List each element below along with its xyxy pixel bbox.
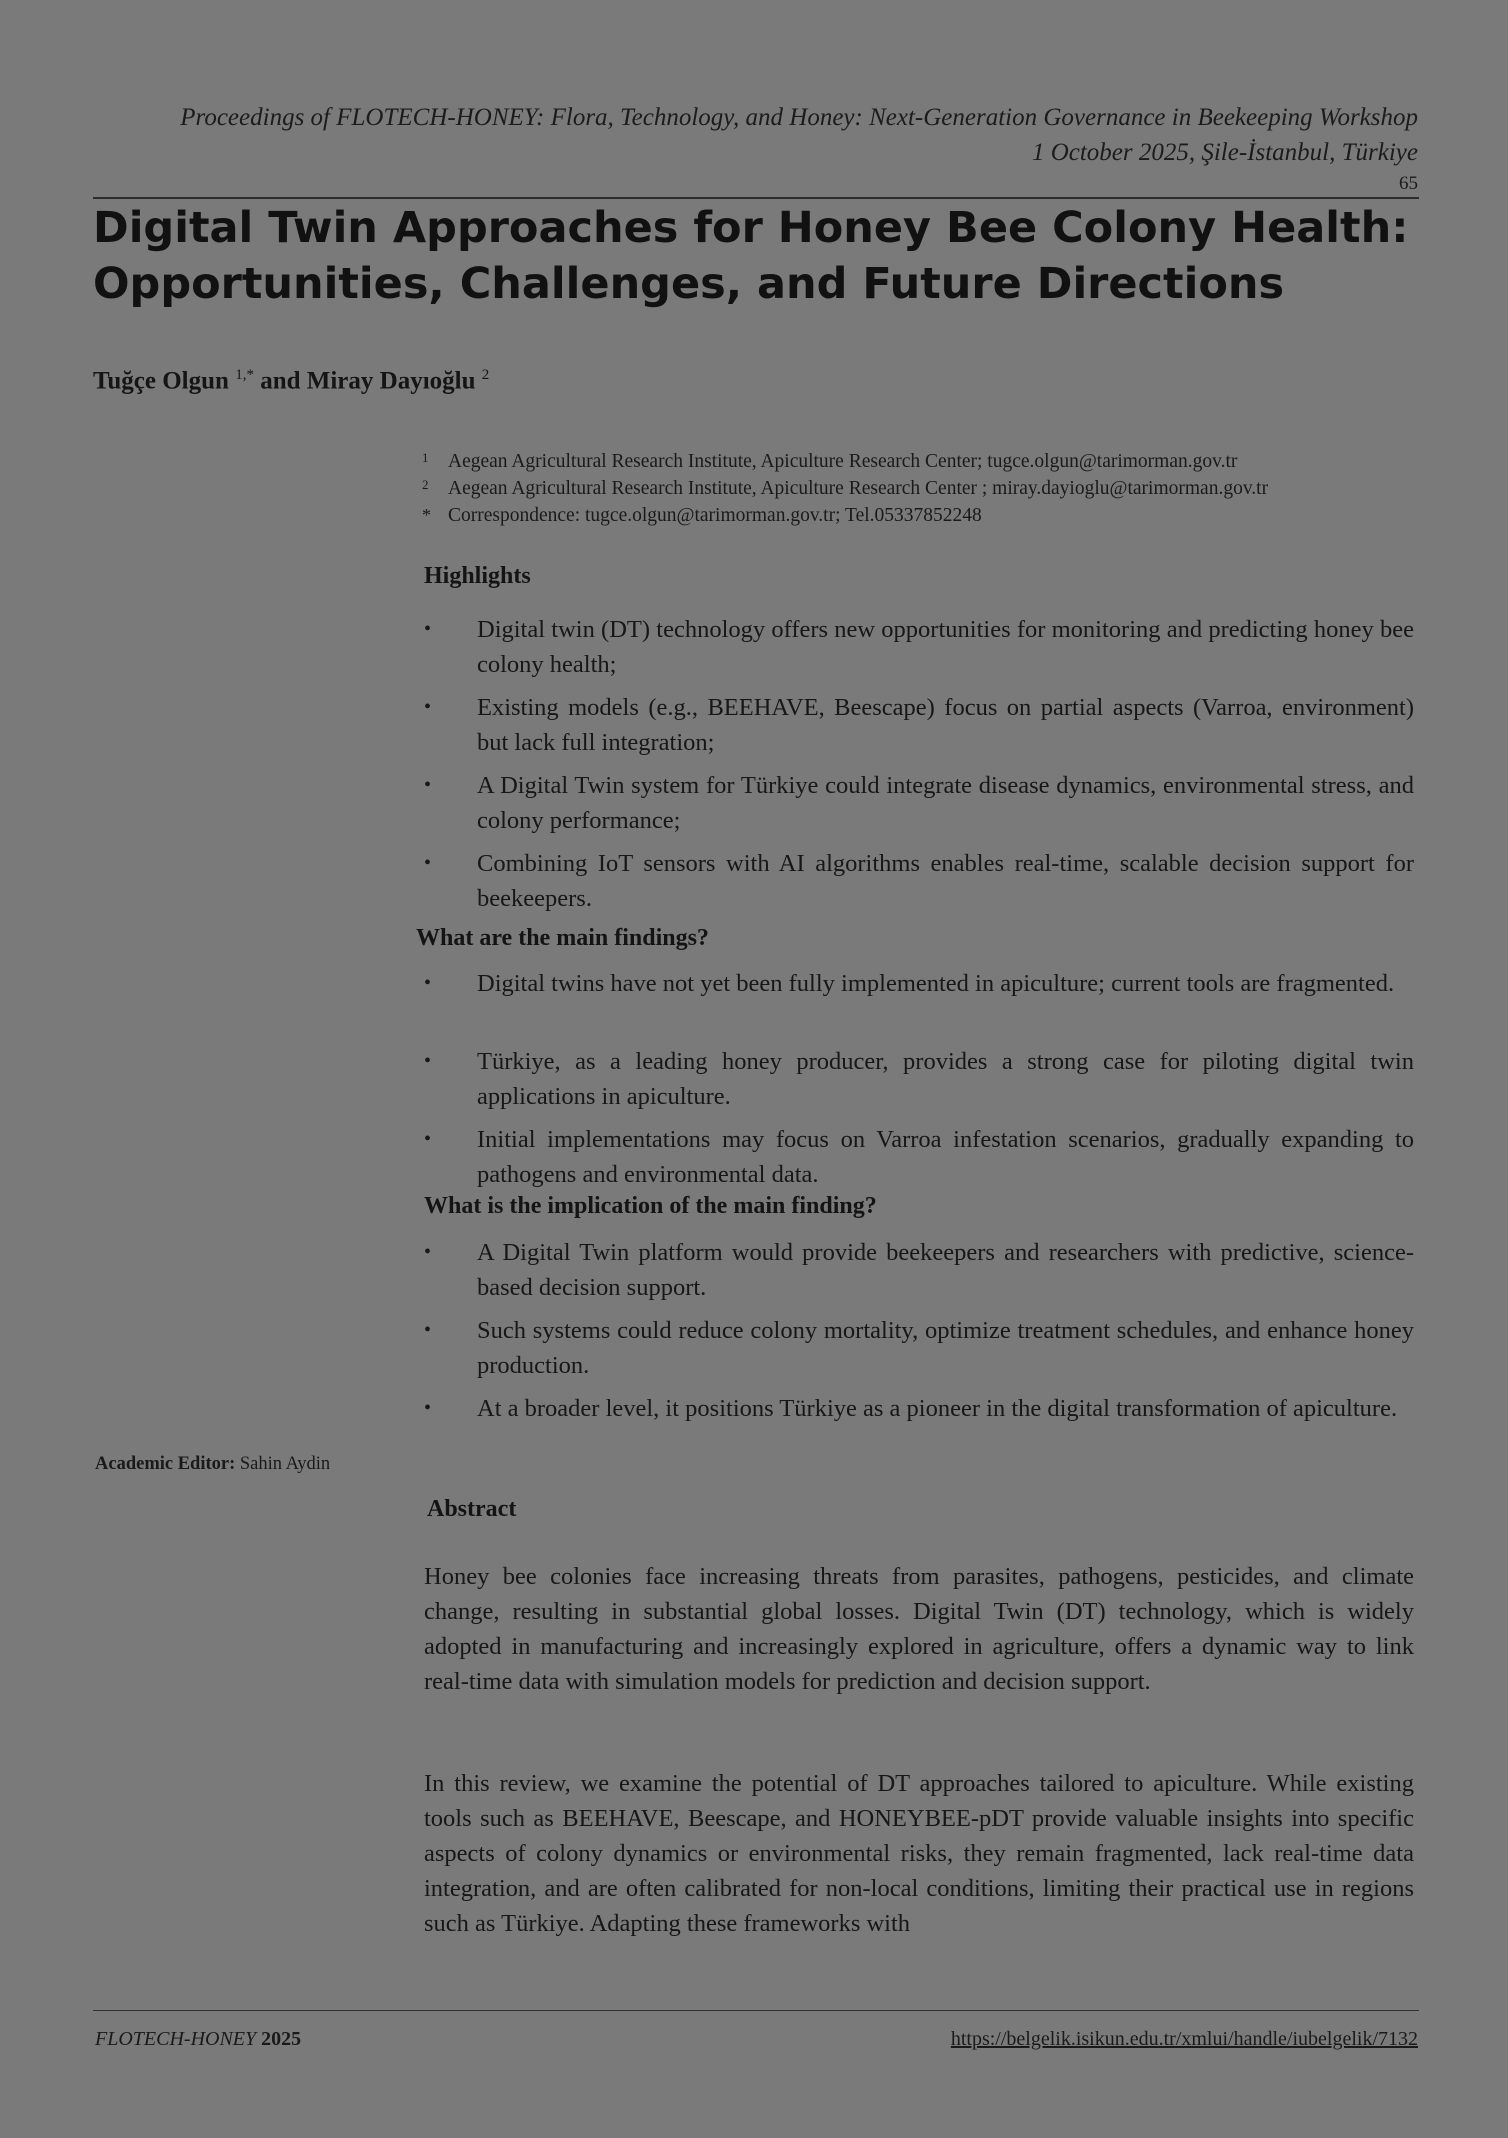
author-1-affil-mark: 1,* (235, 367, 254, 383)
affiliation-1: 1 Aegean Agricultural Research Institute, Apiculture Research Center; tugce.olgun@tarimorman.gov.tr (422, 450, 1238, 472)
footer-url-link[interactable]: https://belgelik.isikun.edu.tr/xmlui/handle/iubelgelik/7132 (950, 2028, 1418, 2050)
highlights-heading: Highlights (424, 563, 531, 589)
abstract-paragraph-1: Honey bee colonies face increasing threats from parasites, pathogens, pesticides, and climate change, resulting in substantial global losses. Digital Twin (DT) technology, which is widely adopted in manufacturing and increasingly explored in agriculture, offers a dynamic way to link real-time data with simulation models for prediction and decision support. (424, 1563, 1414, 1695)
abstract-paragraph-2: In this review, we examine the potential of DT approaches tailored to apiculture. While existing tools such as BEEHAVE, Beescape, and HONEYBEE-pDT provide valuable insights into specific aspects of colony dynamics or environmental risks, they remain fragmented, lack real-time data integration, and are often calibrated for non-local conditions, limiting their practical use in regions such as Türkiye. Adapting these frameworks with (424, 1770, 1414, 1937)
proceedings-header: Proceedings of FLOTECH-HONEY: Flora, Technology, and Honey: Next-Generation Governance in Beekeeping Workshop (180, 104, 1418, 131)
event-date-location: 1 October 2025, Şile-İstanbul, Türkiye (1031, 139, 1418, 166)
highlight-item: • A Digital Twin system for Türkiye could integrate disease dynamics, environmental stress, and colony performance; (424, 772, 1414, 834)
implication-item: • A Digital Twin platform would provide beekeepers and researchers with predictive, science-based decision support. (424, 1239, 1414, 1301)
author-2-affil-mark: 2 (481, 367, 490, 383)
footer-journal-name: FLOTECH-HONEY (95, 2028, 257, 2050)
footer-journal (95, 2028, 301, 2051)
footer-year: 2025 (261, 2028, 302, 2050)
page-number: 65 (1399, 173, 1418, 194)
highlight-item: • Digital twin (DT) technology offers new opportunities for monitoring and predicting honey bee colony health; (424, 616, 1414, 678)
highlight-item: • Combining IoT sensors with AI algorithms enables real-time, scalable decision support for beekeepers. (424, 850, 1414, 912)
implication-heading: What is the implication of the main finding? (424, 1193, 877, 1219)
abstract-heading: Abstract (427, 1496, 517, 1522)
finding-item: • Türkiye, as a leading honey producer, provides a strong case for piloting digital twin applications in apiculture. (424, 1048, 1414, 1110)
footer-rule (93, 2010, 1419, 2011)
academic-editor-label: Academic Editor: (95, 1454, 236, 1474)
finding-item: • Initial implementations may focus on Varroa infestation scenarios, gradually expanding to pathogens and environmental data. (424, 1126, 1414, 1188)
finding-item: • Digital twins have not yet been fully implemented in apiculture; current tools are fragmented. (424, 970, 1395, 997)
affiliation-2: 2 Aegean Agricultural Research Institute, Apiculture Research Center ; miray.dayioglu@tarimorman.gov.tr (422, 477, 1269, 499)
author-line (93, 367, 489, 395)
correspondence: * Correspondence: tugce.olgun@tarimorman.gov.tr; Tel.05337852248 (422, 505, 982, 526)
header-rule (93, 197, 1419, 199)
academic-editor (95, 1454, 330, 1475)
author-connector: and (260, 367, 301, 395)
academic-editor-name: Sahin Aydin (239, 1454, 331, 1474)
author-2-name: Miray Dayıoğlu (306, 367, 476, 395)
author-1-name: Tuğçe Olgun (93, 367, 229, 395)
implication-item: • Such systems could reduce colony mortality, optimize treatment schedules, and enhance honey production. (424, 1317, 1414, 1379)
implication-item: • At a broader level, it positions Türkiye as a pioneer in the digital transformation of apiculture. (424, 1395, 1398, 1422)
paper-title: Digital Twin Approaches for Honey Bee Colony Health: Opportunities, Challenges, and Future Directions (93, 203, 1409, 309)
highlight-item: • Existing models (e.g., BEEHAVE, Beescape) focus on partial aspects (Varroa, environment) but lack full integration; (424, 694, 1414, 756)
main-findings-heading: What are the main findings? (416, 925, 709, 951)
